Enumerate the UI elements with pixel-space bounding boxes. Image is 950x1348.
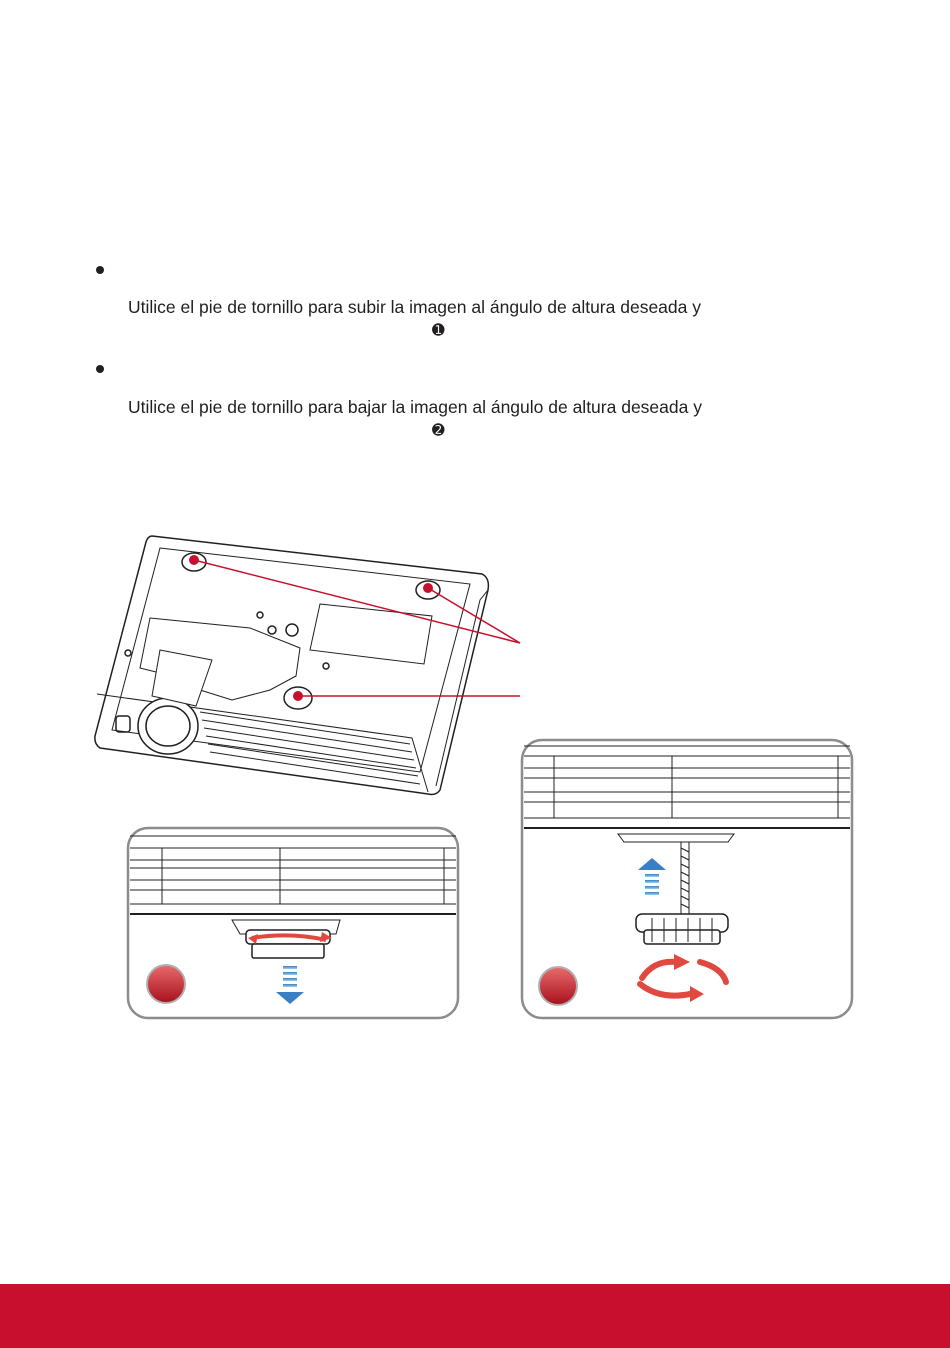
detail-panel-raise bbox=[522, 740, 852, 1018]
paragraph-2: Utilice el pie de tornillo para bajar la imagen al ángulo de altura deseada y bbox=[128, 397, 702, 417]
step-badge-lower bbox=[147, 965, 185, 1003]
detail-panel-lower bbox=[128, 828, 458, 1018]
paragraph-1: Utilice el pie de tornillo para subir la imagen al ángulo de altura deseada y bbox=[128, 297, 701, 317]
projector-body bbox=[95, 536, 489, 795]
step-badge-raise bbox=[539, 967, 577, 1005]
footer-bar bbox=[0, 1284, 950, 1348]
step-marker-1: ➊ bbox=[432, 322, 445, 339]
step-marker-2: ➋ bbox=[432, 422, 445, 439]
